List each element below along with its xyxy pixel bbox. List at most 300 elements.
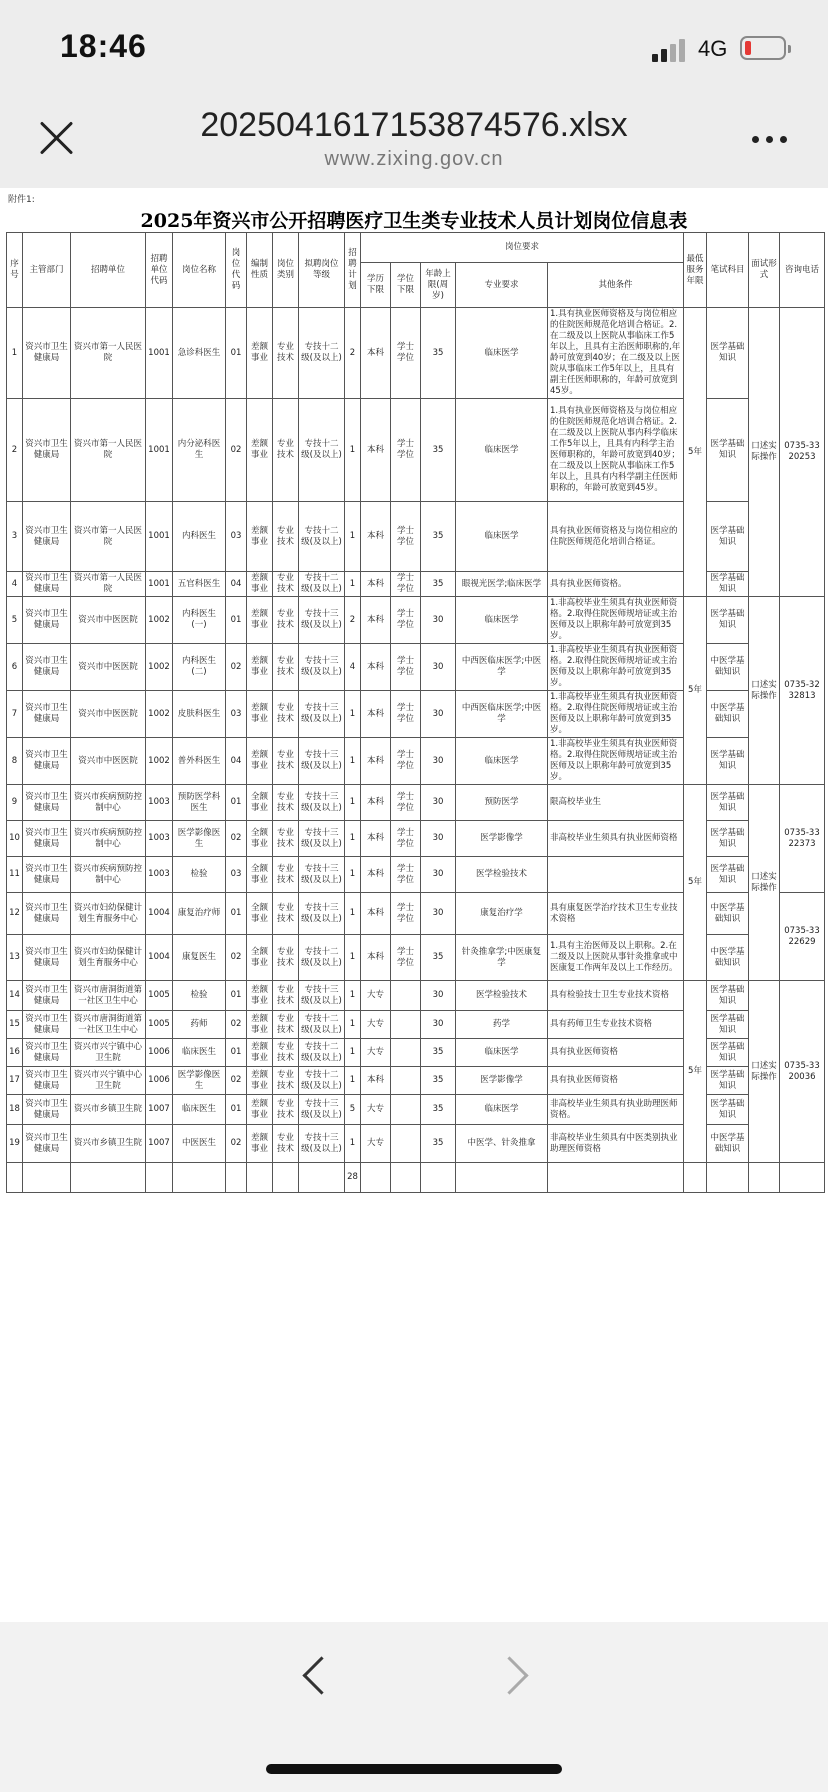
cell-written: 医学基础知识 bbox=[707, 597, 749, 644]
cell-edu: 本科 bbox=[361, 502, 391, 572]
cell-pcode: 02 bbox=[226, 1011, 247, 1039]
cell-nature: 全额事业 bbox=[247, 821, 273, 857]
cell-phone: 0735-3232813 bbox=[780, 597, 825, 785]
cell-level: 专技十二级(及以上) bbox=[299, 1067, 345, 1095]
cell-seq: 5 bbox=[7, 597, 23, 644]
cell-code: 1002 bbox=[146, 691, 173, 738]
cell-nature: 差额事业 bbox=[247, 1011, 273, 1039]
cell-edu: 本科 bbox=[361, 399, 391, 502]
cell-degree: 学士学位 bbox=[391, 572, 421, 597]
cell-pcode: 01 bbox=[226, 1095, 247, 1125]
cell-major: 临床医学 bbox=[456, 308, 548, 399]
cell-pcode: 02 bbox=[226, 821, 247, 857]
cell-cat: 专业技术 bbox=[273, 935, 299, 981]
cell-seq: 13 bbox=[7, 935, 23, 981]
cell-seq: 6 bbox=[7, 644, 23, 691]
cell-dept: 资兴市卫生健康局 bbox=[23, 893, 71, 935]
cell-written: 中医学基础知识 bbox=[707, 935, 749, 981]
cell-edu: 本科 bbox=[361, 738, 391, 785]
cell-major: 针灸推拿学;中医康复学 bbox=[456, 935, 548, 981]
header-post-code: 岗位代码 bbox=[226, 233, 247, 308]
cell-dept: 资兴市卫生健康局 bbox=[23, 1125, 71, 1163]
cell-plan: 1 bbox=[345, 502, 361, 572]
cell-pcode: 01 bbox=[226, 893, 247, 935]
cell-level: 专技十三级(及以上) bbox=[299, 691, 345, 738]
sheet-title: 2025年资兴市公开招聘医疗卫生类专业技术人员计划岗位信息表 bbox=[140, 210, 688, 232]
cell-pcode: 04 bbox=[226, 738, 247, 785]
cell-plan: 1 bbox=[345, 857, 361, 893]
cell-written: 医学基础知识 bbox=[707, 399, 749, 502]
cell-cat: 专业技术 bbox=[273, 399, 299, 502]
cell-empty bbox=[707, 1163, 749, 1193]
cell-written: 医学基础知识 bbox=[707, 785, 749, 821]
cell-unit: 资兴市兴宁镇中心卫生院 bbox=[71, 1039, 146, 1067]
spreadsheet-view[interactable] bbox=[0, 188, 828, 1622]
cell-level: 专技十三级(及以上) bbox=[299, 1095, 345, 1125]
cell-interview: 口述实际操作 bbox=[749, 981, 780, 1163]
cell-major: 临床医学 bbox=[456, 1095, 548, 1125]
cell-empty bbox=[226, 1163, 247, 1193]
cell-code: 1006 bbox=[146, 1067, 173, 1095]
cell-age: 30 bbox=[421, 857, 456, 893]
cell-dept: 资兴市卫生健康局 bbox=[23, 738, 71, 785]
cell-edu: 本科 bbox=[361, 572, 391, 597]
header-requirements: 岗位要求 bbox=[361, 233, 684, 263]
cell-level: 专技十二级(及以上) bbox=[299, 935, 345, 981]
header-category: 岗位类别 bbox=[273, 233, 299, 308]
cell-pcode: 04 bbox=[226, 572, 247, 597]
cell-plan: 1 bbox=[345, 738, 361, 785]
cell-dept: 资兴市卫生健康局 bbox=[23, 572, 71, 597]
cell-level: 专技十三级(及以上) bbox=[299, 893, 345, 935]
cell-dept: 资兴市卫生健康局 bbox=[23, 1095, 71, 1125]
source-domain: www.zixing.gov.cn bbox=[324, 148, 504, 170]
cell-written: 中医学基础知识 bbox=[707, 1125, 749, 1163]
cell-other: 1.非高校毕业生须具有执业医师资格。2.取得住院医师规培证或主治医师及以上职称年龄可放宽到35岁。 bbox=[548, 691, 684, 738]
cell-other bbox=[548, 857, 684, 893]
cell-seq: 17 bbox=[7, 1067, 23, 1095]
file-name: 20250416171538745​76.xlsx bbox=[200, 106, 628, 144]
cell-empty bbox=[273, 1163, 299, 1193]
cell-degree: 学士学位 bbox=[391, 821, 421, 857]
cell-pcode: 03 bbox=[226, 502, 247, 572]
cell-empty bbox=[749, 1163, 780, 1193]
cell-cat: 专业技术 bbox=[273, 1125, 299, 1163]
cell-age: 30 bbox=[421, 981, 456, 1011]
cell-age: 35 bbox=[421, 1039, 456, 1067]
cell-level: 专技十二级(及以上) bbox=[299, 1039, 345, 1067]
cell-major: 医学检验技术 bbox=[456, 981, 548, 1011]
table-row bbox=[7, 308, 825, 399]
cell-unit: 资兴市唐洞街道第一社区卫生中心 bbox=[71, 1011, 146, 1039]
cell-nature: 差额事业 bbox=[247, 738, 273, 785]
cell-degree: 学士学位 bbox=[391, 308, 421, 399]
cell-seq: 2 bbox=[7, 399, 23, 502]
cell-pcode: 02 bbox=[226, 1067, 247, 1095]
cell-code: 1005 bbox=[146, 1011, 173, 1039]
header-other: 其他条件 bbox=[548, 263, 684, 308]
cell-dept: 资兴市卫生健康局 bbox=[23, 935, 71, 981]
cell-unit: 资兴市第一人民医院 bbox=[71, 572, 146, 597]
cell-degree bbox=[391, 1095, 421, 1125]
cell-degree bbox=[391, 1125, 421, 1163]
cell-age: 35 bbox=[421, 1095, 456, 1125]
cell-empty bbox=[456, 1163, 548, 1193]
cell-dept: 资兴市卫生健康局 bbox=[23, 691, 71, 738]
cell-edu: 大专 bbox=[361, 1039, 391, 1067]
header-seq: 序号 bbox=[7, 233, 23, 308]
header-interview: 面试形式 bbox=[749, 233, 780, 308]
cell-age: 30 bbox=[421, 893, 456, 935]
cell-code: 1003 bbox=[146, 785, 173, 821]
cell-degree bbox=[391, 1011, 421, 1039]
cell-seq: 8 bbox=[7, 738, 23, 785]
cell-edu: 本科 bbox=[361, 644, 391, 691]
header-age: 年龄上限(周岁) bbox=[421, 263, 456, 308]
cell-code: 1001 bbox=[146, 399, 173, 502]
table-row bbox=[7, 597, 825, 644]
cell-level: 专技十二级(及以上) bbox=[299, 572, 345, 597]
cell-post: 急诊科医生 bbox=[173, 308, 226, 399]
cell-cat: 专业技术 bbox=[273, 785, 299, 821]
close-icon[interactable] bbox=[38, 120, 74, 156]
header-dept: 主管部门 bbox=[23, 233, 71, 308]
cell-plan: 1 bbox=[345, 1067, 361, 1095]
cell-pcode: 02 bbox=[226, 1125, 247, 1163]
cell-post: 检验 bbox=[173, 981, 226, 1011]
cell-dept: 资兴市卫生健康局 bbox=[23, 399, 71, 502]
cell-empty bbox=[684, 1163, 707, 1193]
cell-post: 康复医生 bbox=[173, 935, 226, 981]
cell-degree: 学士学位 bbox=[391, 644, 421, 691]
cell-edu: 本科 bbox=[361, 821, 391, 857]
cell-major: 医学检验技术 bbox=[456, 857, 548, 893]
cell-unit: 资兴市第一人民医院 bbox=[71, 308, 146, 399]
cell-nature: 差额事业 bbox=[247, 691, 273, 738]
cell-interview: 口述实际操作 bbox=[749, 308, 780, 597]
cell-level: 专技十三级(及以上) bbox=[299, 1125, 345, 1163]
cell-service: 5年 bbox=[684, 308, 707, 597]
cell-degree: 学士学位 bbox=[391, 399, 421, 502]
cell-post: 内科医生(一) bbox=[173, 597, 226, 644]
cell-other: 1.非高校毕业生须具有执业医师资格。2.取得住院医师规培证或主治医师及以上职称年龄可放宽到35岁。 bbox=[548, 597, 684, 644]
cell-written: 医学基础知识 bbox=[707, 821, 749, 857]
cell-level: 专技十三级(及以上) bbox=[299, 785, 345, 821]
cell-age: 30 bbox=[421, 691, 456, 738]
cell-unit: 资兴市乡镇卫生院 bbox=[71, 1125, 146, 1163]
cell-empty bbox=[7, 1163, 23, 1193]
cell-nature: 差额事业 bbox=[247, 981, 273, 1011]
cell-phone: 0735-3320253 bbox=[780, 308, 825, 597]
cell-pcode: 01 bbox=[226, 785, 247, 821]
cell-plan: 1 bbox=[345, 893, 361, 935]
cell-post: 中医医生 bbox=[173, 1125, 226, 1163]
cell-edu: 大专 bbox=[361, 1011, 391, 1039]
cell-interview: 口述实际操作 bbox=[749, 597, 780, 785]
cell-post: 皮肤科医生 bbox=[173, 691, 226, 738]
cell-nature: 差额事业 bbox=[247, 399, 273, 502]
cell-age: 30 bbox=[421, 644, 456, 691]
cell-plan: 5 bbox=[345, 1095, 361, 1125]
cell-edu: 大专 bbox=[361, 1095, 391, 1125]
cell-dept: 资兴市卫生健康局 bbox=[23, 1067, 71, 1095]
cell-level: 专技十三级(及以上) bbox=[299, 981, 345, 1011]
cell-code: 1002 bbox=[146, 738, 173, 785]
cell-edu: 本科 bbox=[361, 597, 391, 644]
cell-written: 医学基础知识 bbox=[707, 572, 749, 597]
cell-major: 医学影像学 bbox=[456, 821, 548, 857]
cell-dept: 资兴市卫生健康局 bbox=[23, 821, 71, 857]
cell-dept: 资兴市卫生健康局 bbox=[23, 597, 71, 644]
cell-plan: 4 bbox=[345, 644, 361, 691]
cell-written: 医学基础知识 bbox=[707, 1039, 749, 1067]
table-row bbox=[7, 981, 825, 1011]
cell-post: 检验 bbox=[173, 857, 226, 893]
cell-plan: 1 bbox=[345, 1125, 361, 1163]
cell-seq: 14 bbox=[7, 981, 23, 1011]
cell-cat: 专业技术 bbox=[273, 308, 299, 399]
cell-edu: 本科 bbox=[361, 935, 391, 981]
cell-seq: 1 bbox=[7, 308, 23, 399]
cell-age: 30 bbox=[421, 785, 456, 821]
cell-phone: 0735-3320036 bbox=[780, 981, 825, 1163]
header-nature: 编制性质 bbox=[247, 233, 273, 308]
header-plan: 招聘计划 bbox=[345, 233, 361, 308]
cell-dept: 资兴市卫生健康局 bbox=[23, 308, 71, 399]
cell-pcode: 03 bbox=[226, 857, 247, 893]
cell-dept: 资兴市卫生健康局 bbox=[23, 785, 71, 821]
cell-seq: 7 bbox=[7, 691, 23, 738]
cell-edu: 本科 bbox=[361, 308, 391, 399]
cell-code: 1003 bbox=[146, 821, 173, 857]
cell-seq: 19 bbox=[7, 1125, 23, 1163]
cell-major: 临床医学 bbox=[456, 399, 548, 502]
cell-nature: 差额事业 bbox=[247, 1095, 273, 1125]
cell-written: 医学基础知识 bbox=[707, 308, 749, 399]
cell-nature: 全额事业 bbox=[247, 857, 273, 893]
cell-code: 1001 bbox=[146, 572, 173, 597]
cell-level: 专技十三级(及以上) bbox=[299, 644, 345, 691]
cell-major: 药学 bbox=[456, 1011, 548, 1039]
cell-code: 1007 bbox=[146, 1125, 173, 1163]
status-bar bbox=[0, 0, 828, 100]
cell-post: 内分泌科医生 bbox=[173, 399, 226, 502]
cell-major: 临床医学 bbox=[456, 738, 548, 785]
cell-code: 1004 bbox=[146, 893, 173, 935]
cell-post: 医学影像医生 bbox=[173, 1067, 226, 1095]
cell-cat: 专业技术 bbox=[273, 981, 299, 1011]
cell-cat: 专业技术 bbox=[273, 644, 299, 691]
table-body bbox=[7, 308, 825, 1193]
cell-age: 35 bbox=[421, 1067, 456, 1095]
cell-major: 临床医学 bbox=[456, 502, 548, 572]
cell-other: 1.非高校毕业生须具有执业医师资格。2.取得住院医师规培证或主治医师及以上职称年龄可放宽到35岁。 bbox=[548, 644, 684, 691]
cell-pcode: 02 bbox=[226, 644, 247, 691]
cell-other: 1.具有主治医师及以上职称。2.在二级及以上医院从事针灸推拿或中医康复工作两年及以上工作经历。 bbox=[548, 935, 684, 981]
cell-degree: 学士学位 bbox=[391, 502, 421, 572]
cell-seq: 15 bbox=[7, 1011, 23, 1039]
cell-plan: 1 bbox=[345, 1011, 361, 1039]
cell-written: 医学基础知识 bbox=[707, 1095, 749, 1125]
recruitment-table bbox=[6, 232, 825, 1193]
cell-age: 30 bbox=[421, 821, 456, 857]
cell-dept: 资兴市卫生健康局 bbox=[23, 981, 71, 1011]
cell-seq: 18 bbox=[7, 1095, 23, 1125]
cell-major: 中西医临床医学;中医学 bbox=[456, 644, 548, 691]
cell-written: 医学基础知识 bbox=[707, 1067, 749, 1095]
cell-cat: 专业技术 bbox=[273, 572, 299, 597]
cell-seq: 3 bbox=[7, 502, 23, 572]
cell-cat: 专业技术 bbox=[273, 597, 299, 644]
header-edu: 学历下限 bbox=[361, 263, 391, 308]
cell-level: 专技十三级(及以上) bbox=[299, 597, 345, 644]
cell-level: 专技十三级(及以上) bbox=[299, 738, 345, 785]
cell-written: 中医学基础知识 bbox=[707, 691, 749, 738]
cell-plan: 1 bbox=[345, 981, 361, 1011]
cell-empty bbox=[780, 1163, 825, 1193]
cell-cat: 专业技术 bbox=[273, 1095, 299, 1125]
cell-post: 临床医生 bbox=[173, 1095, 226, 1125]
cell-major: 中医学、针灸推拿 bbox=[456, 1125, 548, 1163]
cell-unit: 资兴市中医医院 bbox=[71, 738, 146, 785]
cell-age: 30 bbox=[421, 597, 456, 644]
header-level: 拟聘岗位等级 bbox=[299, 233, 345, 308]
cell-unit: 资兴市妇幼保健计划生育服务中心 bbox=[71, 935, 146, 981]
cell-degree: 学士学位 bbox=[391, 738, 421, 785]
cell-degree bbox=[391, 981, 421, 1011]
cell-service: 5年 bbox=[684, 597, 707, 785]
cell-other: 限高校毕业生 bbox=[548, 785, 684, 821]
cell-other: 具有药师卫生专业技术资格 bbox=[548, 1011, 684, 1039]
cell-cat: 专业技术 bbox=[273, 1011, 299, 1039]
cell-pcode: 03 bbox=[226, 691, 247, 738]
cell-unit: 资兴市唐洞街道第一社区卫生中心 bbox=[71, 981, 146, 1011]
cell-level: 专技十二级(及以上) bbox=[299, 502, 345, 572]
cell-seq: 11 bbox=[7, 857, 23, 893]
cell-code: 1002 bbox=[146, 644, 173, 691]
cell-pcode: 01 bbox=[226, 981, 247, 1011]
cell-degree: 学士学位 bbox=[391, 597, 421, 644]
cell-nature: 差额事业 bbox=[247, 572, 273, 597]
cell-level: 专技十三级(及以上) bbox=[299, 857, 345, 893]
cell-major: 医学影像学 bbox=[456, 1067, 548, 1095]
cell-edu: 本科 bbox=[361, 1067, 391, 1095]
cell-unit: 资兴市疾病预防控制中心 bbox=[71, 857, 146, 893]
cell-post: 内科医生 bbox=[173, 502, 226, 572]
cell-pcode: 01 bbox=[226, 597, 247, 644]
cell-cat: 专业技术 bbox=[273, 502, 299, 572]
cell-level: 专技十二级(及以上) bbox=[299, 308, 345, 399]
cell-code: 1002 bbox=[146, 597, 173, 644]
header-unit-code: 招聘单位代码 bbox=[146, 233, 173, 308]
cell-age: 30 bbox=[421, 738, 456, 785]
cell-nature: 全额事业 bbox=[247, 785, 273, 821]
cell-code: 1006 bbox=[146, 1039, 173, 1067]
cell-post: 康复治疗师 bbox=[173, 893, 226, 935]
cell-age: 30 bbox=[421, 1011, 456, 1039]
cell-edu: 大专 bbox=[361, 1125, 391, 1163]
cell-empty bbox=[23, 1163, 71, 1193]
signal-icon bbox=[652, 38, 692, 62]
cell-seq: 10 bbox=[7, 821, 23, 857]
cell-cat: 专业技术 bbox=[273, 857, 299, 893]
cell-seq: 16 bbox=[7, 1039, 23, 1067]
cell-empty bbox=[173, 1163, 226, 1193]
cell-other: 具有执业医师资格。 bbox=[548, 572, 684, 597]
cell-plan: 2 bbox=[345, 308, 361, 399]
cell-other: 非高校毕业生须具有执业助理医师资格。 bbox=[548, 1095, 684, 1125]
cell-other: 具有执业医师资格及与岗位相应的住院医师规范化培训合格证。 bbox=[548, 502, 684, 572]
cell-age: 35 bbox=[421, 1125, 456, 1163]
cell-dept: 资兴市卫生健康局 bbox=[23, 644, 71, 691]
header-degree: 学位下限 bbox=[391, 263, 421, 308]
cell-plan: 1 bbox=[345, 572, 361, 597]
cell-post: 内科医生(二) bbox=[173, 644, 226, 691]
cell-unit: 资兴市乡镇卫生院 bbox=[71, 1095, 146, 1125]
cell-code: 1001 bbox=[146, 308, 173, 399]
cell-degree: 学士学位 bbox=[391, 785, 421, 821]
cell-post: 医学影像医生 bbox=[173, 821, 226, 857]
cell-written: 医学基础知识 bbox=[707, 502, 749, 572]
cell-level: 专技十二级(及以上) bbox=[299, 1011, 345, 1039]
cell-unit: 资兴市第一人民医院 bbox=[71, 502, 146, 572]
cell-edu: 本科 bbox=[361, 785, 391, 821]
cell-other: 具有执业医师资格 bbox=[548, 1067, 684, 1095]
cell-post: 药师 bbox=[173, 1011, 226, 1039]
cell-degree: 学士学位 bbox=[391, 691, 421, 738]
cell-pcode: 01 bbox=[226, 1039, 247, 1067]
cell-cat: 专业技术 bbox=[273, 738, 299, 785]
cell-other: 1.具有执业医师资格及与岗位相应的住院医师规范化培训合格证。2.在二级及以上医院从事临床工作5年以上，且具有主治医师职称的,年龄可放宽到40岁；在二级及以上医院从事临床工作5年以上，且具有副主任医师职称的，年龄可放宽到45岁。 bbox=[548, 308, 684, 399]
cell-dept: 资兴市卫生健康局 bbox=[23, 1039, 71, 1067]
cell-cat: 专业技术 bbox=[273, 821, 299, 857]
cell-post: 普外科医生 bbox=[173, 738, 226, 785]
cell-code: 1007 bbox=[146, 1095, 173, 1125]
cell-unit: 资兴市妇幼保健计划生育服务中心 bbox=[71, 893, 146, 935]
cell-age: 35 bbox=[421, 935, 456, 981]
cell-cat: 专业技术 bbox=[273, 893, 299, 935]
more-options-icon[interactable] bbox=[752, 136, 792, 146]
cell-plan: 1 bbox=[345, 399, 361, 502]
network-label: 4G bbox=[698, 36, 728, 61]
cell-degree: 学士学位 bbox=[391, 935, 421, 981]
cell-unit: 资兴市中医医院 bbox=[71, 597, 146, 644]
cell-major: 临床医学 bbox=[456, 1039, 548, 1067]
cell-code: 1003 bbox=[146, 857, 173, 893]
status-time: 18:46 bbox=[60, 28, 147, 64]
cell-plan: 1 bbox=[345, 1039, 361, 1067]
cell-age: 35 bbox=[421, 308, 456, 399]
cell-edu: 大专 bbox=[361, 981, 391, 1011]
cell-service: 5年 bbox=[684, 785, 707, 981]
cell-unit: 资兴市兴宁镇中心卫生院 bbox=[71, 1067, 146, 1095]
cell-empty bbox=[361, 1163, 391, 1193]
header-service: 最低服务年限 bbox=[684, 233, 707, 308]
cell-degree bbox=[391, 1039, 421, 1067]
cell-edu: 本科 bbox=[361, 893, 391, 935]
cell-written: 医学基础知识 bbox=[707, 1011, 749, 1039]
cell-service: 5年 bbox=[684, 981, 707, 1163]
cell-other: 具有检验技士卫生专业技术资格 bbox=[548, 981, 684, 1011]
cell-empty bbox=[247, 1163, 273, 1193]
cell-level: 专技十三级(及以上) bbox=[299, 821, 345, 857]
cell-nature: 差额事业 bbox=[247, 1039, 273, 1067]
cell-interview: 口述实际操作 bbox=[749, 785, 780, 981]
cell-nature: 差额事业 bbox=[247, 1125, 273, 1163]
cell-pcode: 02 bbox=[226, 935, 247, 981]
cell-unit: 资兴市疾病预防控制中心 bbox=[71, 821, 146, 857]
cell-plan: 1 bbox=[345, 935, 361, 981]
